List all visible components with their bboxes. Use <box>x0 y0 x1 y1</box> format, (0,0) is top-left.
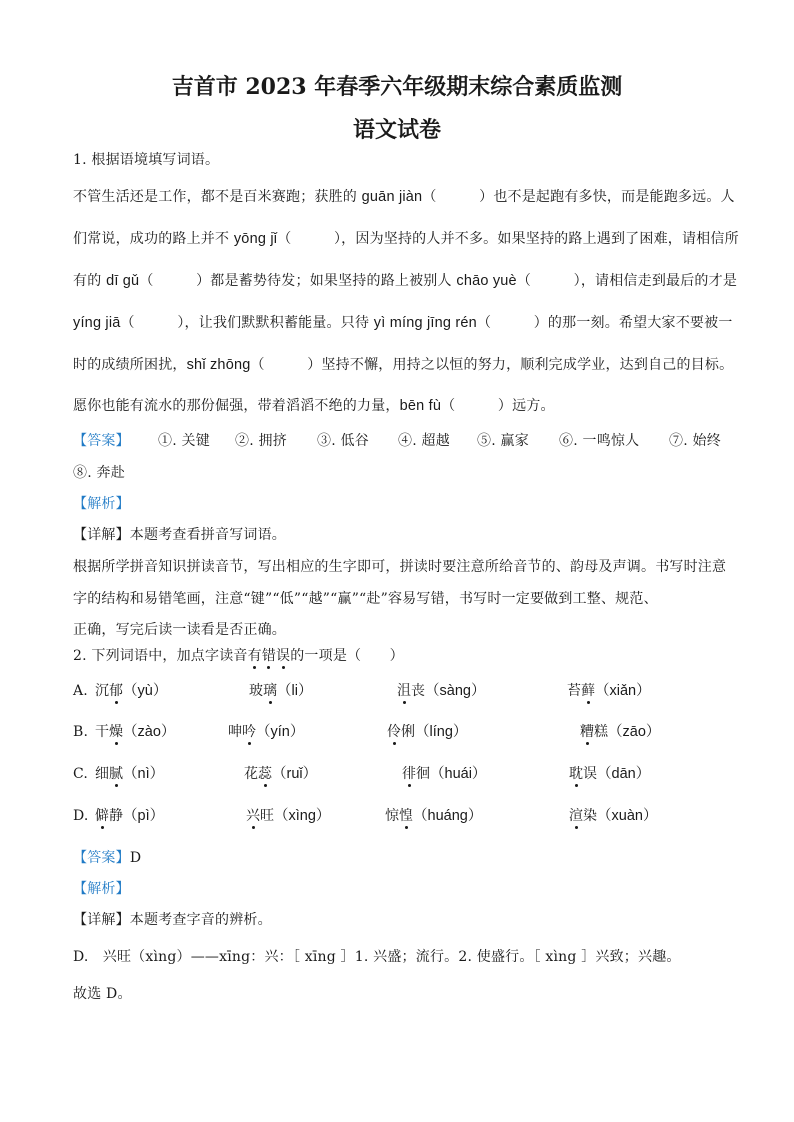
text: 俐 <box>401 724 415 740</box>
detail-heading: 【详解】本题考查字音的辨析。 <box>73 912 272 928</box>
pinyin: （huái） <box>430 766 487 782</box>
dotted-char: 错 <box>261 648 277 664</box>
explanation-line: 正确，写完后读一读看是否正确。 <box>73 622 286 638</box>
pinyin: bēn fù <box>399 398 442 414</box>
dotted-char: 兴 <box>246 808 260 824</box>
text: 不管生活还是工作，都不是百米赛跑；获胜的 <box>73 189 362 205</box>
option-label: C. <box>73 766 89 782</box>
option-word <box>387 722 467 742</box>
text: 2. 下列词语中，加点字读音 <box>73 648 248 664</box>
analysis-tag: 【解析】 <box>73 496 130 512</box>
text: （ ），因为坚持的人并不多。如果坚持的路上遇到了困难，请相信所 <box>277 231 739 247</box>
dotted-char: 璃 <box>263 683 277 699</box>
pinyin: （xìng） <box>274 808 331 824</box>
pinyin: dī gǔ <box>106 273 140 289</box>
q1-paragraph-line <box>73 355 733 375</box>
dotted-char: 有 <box>247 648 262 664</box>
q1-paragraph-line <box>73 229 739 249</box>
text: 呻 <box>228 724 242 740</box>
option-word <box>397 681 485 701</box>
exam-subtitle: 语文试卷 <box>352 117 441 143</box>
text: 丧 <box>411 683 425 699</box>
option-word <box>249 681 312 701</box>
text: （ ）的那一刻。希望大家不要被一 <box>476 315 733 331</box>
conclusion: 故选 D。 <box>73 986 132 1002</box>
text: 沉 <box>95 683 109 699</box>
pinyin: （sàng） <box>425 683 486 699</box>
q1-paragraph-line <box>73 313 733 333</box>
dotted-char: 藓 <box>581 683 595 699</box>
dotted-char: 伶 <box>387 724 401 740</box>
text: 苔 <box>567 683 581 699</box>
pinyin: （dān） <box>597 766 651 782</box>
q1-heading: 1. 根据语境填写词语。 <box>73 152 220 168</box>
answer-tag: 【答案】 <box>73 433 130 449</box>
option-word <box>228 722 304 742</box>
pinyin: （nì） <box>123 766 165 782</box>
text: 【答案】 <box>73 850 130 866</box>
text: 花 <box>244 766 258 782</box>
text: 糕 <box>594 724 608 740</box>
text: （ ），请相信走到最后的才是 <box>516 273 738 289</box>
pinyin: guān jiàn <box>361 189 423 205</box>
option-word <box>95 806 164 826</box>
dotted-char: 蕊 <box>258 766 272 782</box>
dotted-char: 僻 <box>95 808 109 824</box>
answer-item: ⑧. 奔赴 <box>73 465 125 481</box>
dotted-char: 沮 <box>397 683 411 699</box>
answer-item: ⑥. 一鸣惊人 <box>559 433 640 449</box>
answer-item: ④. 超越 <box>398 433 450 449</box>
pinyin: （yín） <box>256 724 305 740</box>
exam-title: 吉首市 2023 年春季六年级期末综合素质监测 <box>171 74 623 100</box>
option-label: D. <box>73 808 89 824</box>
text: 有的 <box>73 273 107 289</box>
option-word <box>95 681 167 701</box>
option-label: B. <box>73 724 89 740</box>
text: 染 <box>583 808 597 824</box>
answer-item: ⑤. 赢家 <box>477 433 529 449</box>
option-word <box>569 806 657 826</box>
pinyin: yōng jǐ <box>233 231 278 247</box>
dotted-char: 吟 <box>242 724 256 740</box>
pinyin: （zào） <box>123 724 176 740</box>
text: 愿你也能有流水的那份倔强，带着滔滔不绝的力量， <box>73 398 400 414</box>
text: （ ）远方。 <box>441 398 555 414</box>
detail-heading: 【详解】本题考查看拼音写词语。 <box>73 527 286 543</box>
dotted-char: 徘 <box>402 766 416 782</box>
text: （ ）坚持不懈，用持之以恒的努力，顺利完成学业，达到自己的目标。 <box>250 357 734 373</box>
option-word <box>385 806 482 826</box>
option-word <box>569 764 650 784</box>
pinyin: （xiǎn） <box>595 683 651 699</box>
option-word <box>95 722 175 742</box>
text: 静 <box>109 808 123 824</box>
analysis-tag: 【解析】 <box>73 881 130 897</box>
dotted-char: 郁 <box>109 683 123 699</box>
text: （ ）都是蓄势待发；如果坚持的路上被别人 <box>139 273 457 289</box>
q1-paragraph-line <box>73 271 737 291</box>
text: 玻 <box>249 683 263 699</box>
dotted-char: 腻 <box>109 766 123 782</box>
pinyin: （líng） <box>415 724 468 740</box>
answer-item: ⑦. 始终 <box>669 433 721 449</box>
text: 误 <box>583 766 597 782</box>
q1-paragraph-line <box>73 396 555 416</box>
dotted-char: 惶 <box>399 808 413 824</box>
pinyin: yíng jiā <box>73 315 121 331</box>
pinyin: （li） <box>277 683 313 699</box>
pinyin: （huáng） <box>413 808 483 824</box>
option-word <box>402 764 486 784</box>
answer-tag <box>73 848 141 868</box>
answer-item: ②. 拥挤 <box>235 433 287 449</box>
answer-value: D <box>129 850 142 866</box>
pinyin: chāo yuè <box>456 273 517 289</box>
pinyin: （yù） <box>123 683 168 699</box>
dotted-char: 耽 <box>569 766 583 782</box>
text: 徊 <box>416 766 430 782</box>
dotted-char: 误 <box>276 648 291 664</box>
pinyin: （pì） <box>123 808 165 824</box>
dotted-char: 燥 <box>109 724 123 740</box>
text: 的一项是（ ） <box>290 648 404 664</box>
explanation-line: 字的结构和易错笔画，注意“键”“低”“越”“赢”“赴”容易写错，书写时一定要做到工整、规范、 <box>73 591 658 607</box>
pinyin: yì míng jīng rén <box>373 315 477 331</box>
explanation-line: D. 兴旺（xìng）——xīng：兴：［ xīng ］1. 兴盛；流行。2. 使盛行。［ xìng ］兴致；兴趣。 <box>73 949 681 965</box>
text: 们常说，成功的路上并不 <box>73 231 234 247</box>
option-word <box>580 722 660 742</box>
answer-item: ①. 关键 <box>158 433 210 449</box>
text: 时的成绩所困扰， <box>73 357 187 373</box>
explanation-line: 根据所学拼音知识拼读音节，写出相应的生字即可，拼读时要注意所给音节的、韵母及声调。书写时注意 <box>73 559 727 575</box>
pinyin: （zāo） <box>608 724 661 740</box>
pinyin: （ruǐ） <box>272 766 318 782</box>
q1-paragraph-line <box>73 187 735 207</box>
answer-item: ③. 低谷 <box>317 433 369 449</box>
option-word <box>567 681 651 701</box>
text: 惊 <box>385 808 399 824</box>
dotted-char: 渲 <box>569 808 583 824</box>
option-word <box>244 764 317 784</box>
option-word <box>246 806 330 826</box>
text: （ ）也不是起跑有多快，而是能跑多远。人 <box>422 189 735 205</box>
text: （ ），让我们默默积蓄能量。只待 <box>120 315 374 331</box>
option-word <box>95 764 164 784</box>
text: 旺 <box>260 808 274 824</box>
pinyin: （xuàn） <box>597 808 658 824</box>
text: 干 <box>95 724 109 740</box>
dotted-char: 糟 <box>580 724 594 740</box>
pinyin: shǐ zhōng <box>186 357 251 373</box>
q2-heading <box>73 646 404 666</box>
option-label: A. <box>73 683 88 699</box>
text: 细 <box>95 766 109 782</box>
